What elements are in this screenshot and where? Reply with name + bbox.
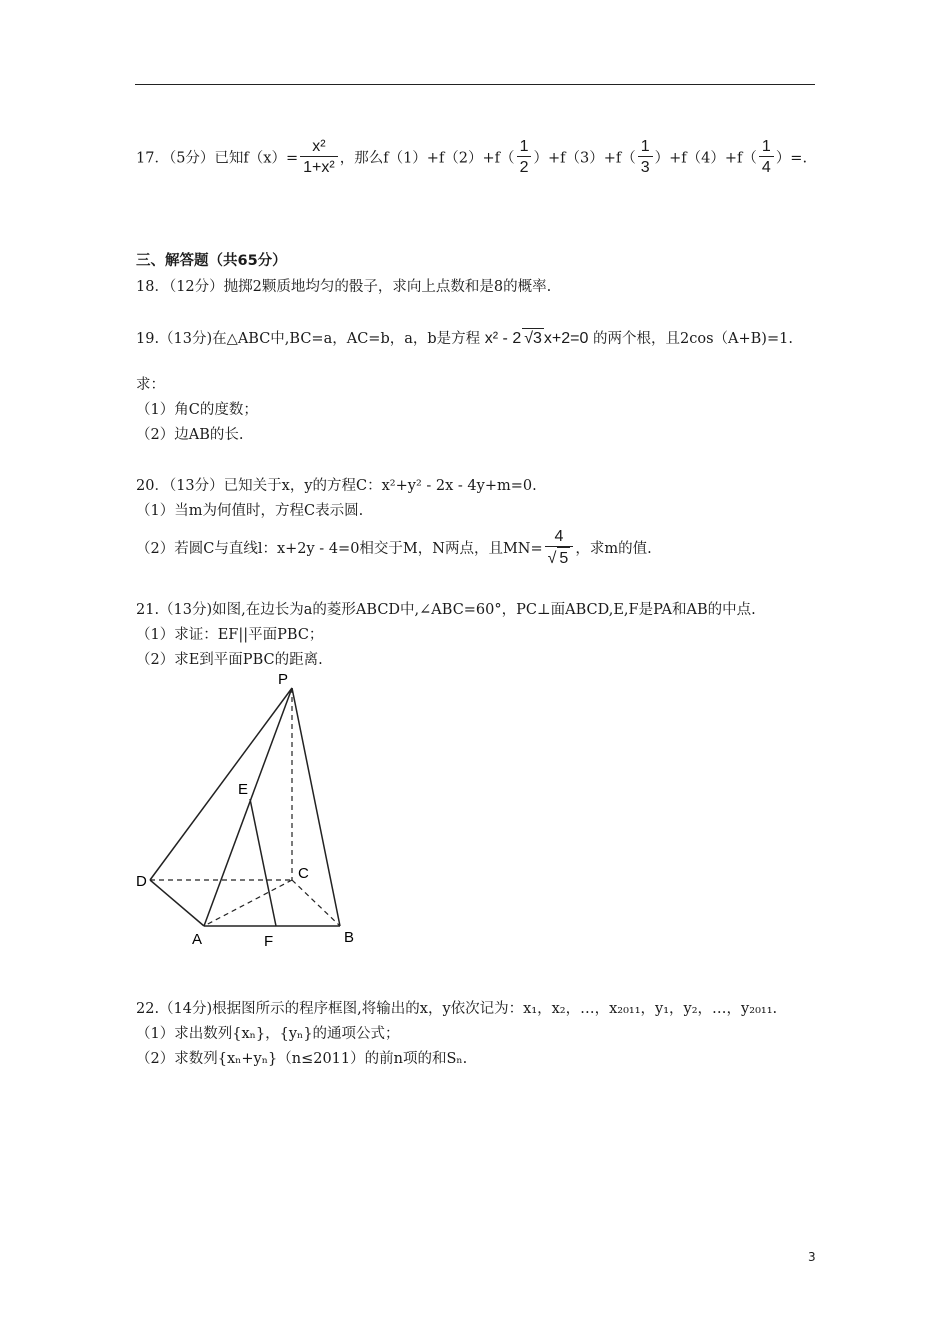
header-rule <box>135 84 815 85</box>
question-22: 22.（14分)根据图所示的程序框图,将输出的x，y依次记为：x₁，x₂，…，x₂₀₁₁，y₁，y₂，…，y₂₀₁₁. <box>136 1001 778 1017</box>
question-18: 18．（12分）抛掷2颗质地均匀的骰子，求向上点数和是8的概率. <box>136 279 552 295</box>
question-21: 21.（13分)如图,在边长为a的菱形ABCD中,∠ABC=60°，PC⊥面ABCD,E,F是PA和AB的中点. <box>136 602 756 618</box>
label-A: A <box>192 931 203 948</box>
quadratic-equation: x² - 2 √3 x+2=0 <box>484 330 589 347</box>
label-E: E <box>238 781 249 798</box>
edge-PA <box>204 688 292 926</box>
pyramid-figure <box>130 668 370 953</box>
fraction-one-half: $\frac{1}{2}$ <box>517 138 532 179</box>
edge-CA-hidden <box>204 880 292 926</box>
question-19-ask: 求： <box>136 377 165 393</box>
question-20-part-2: （2）若圆C与直线l：x+2y - 4=0相交于M，N两点，且MN= $\frac{4}{√ 5}$ ，求m的值. <box>136 528 652 570</box>
label-C: C <box>298 865 309 882</box>
segment-EF <box>250 799 276 926</box>
section-3-heading: 三、解答题（共65分） <box>136 253 287 269</box>
question-19-part-2: （2）边AB的长. <box>136 427 244 443</box>
question-20: 20．（13分）已知关于x，y的方程C：x²+y² - 2x - 4y+m=0. <box>136 478 537 494</box>
label-P: P <box>278 671 289 688</box>
sqrt-3: √3 <box>524 330 542 347</box>
page-number: 3 <box>808 1250 816 1264</box>
fraction-one-quarter: $\frac{1}{4}$ <box>759 138 774 179</box>
question-20-part-1: （1）当m为何值时，方程C表示圆. <box>136 503 364 519</box>
question-19-part-1: （1）角C的度数； <box>136 402 258 418</box>
question-17: 17．（5分）已知f（x）= $\frac{\text{x²}}{\text{1+x²}}$ ，那么f（1）+f（2）+f（ $\frac{1}{2}$ ）+f（3）+f（ $\frac{1}{3}$ ）+f（4）+f（ $\frac{1}{4}$ ）=. <box>136 138 807 179</box>
label-D: D <box>136 873 147 890</box>
label-F: F <box>264 933 274 950</box>
question-21-part-2: （2）求E到平面PBC的距离. <box>136 652 323 668</box>
question-19: 19.（13分)在△ABC中,BC=a，AC=b，a，b是方程 x² - 2 √3 x+2=0 的两个根，且2cos（A+B)=1. <box>136 330 793 347</box>
question-22-part-2: （2）求数列{xₙ+yₙ}（n≤2011）的前n项的和Sₙ. <box>136 1051 468 1067</box>
question-22-part-1: （1）求出数列{xₙ}，{yₙ}的通项公式； <box>136 1026 400 1042</box>
question-21-part-1: （1）求证：EF||平面PBC； <box>136 627 324 643</box>
fraction-x2-over-1-plus-x2: $\frac{\text{x²}}{\text{1+x²}}$ <box>300 138 338 179</box>
label-B: B <box>344 929 355 946</box>
edge-PB <box>292 688 340 926</box>
edge-DA <box>150 880 204 926</box>
edge-PD <box>150 688 292 880</box>
fraction-4-over-sqrt5: $\frac{4}{√ 5}$ <box>545 528 574 570</box>
fraction-one-third: $\frac{1}{3}$ <box>638 138 653 179</box>
